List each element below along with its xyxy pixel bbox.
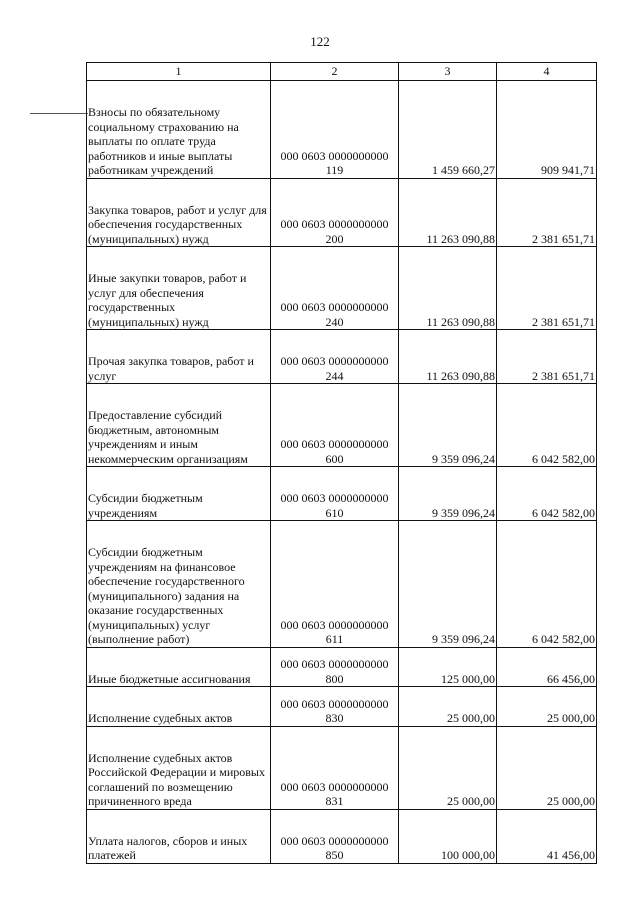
row-code: [271, 330, 399, 384]
row-code: [271, 726, 399, 809]
code-suffix: 830: [325, 711, 344, 725]
table-row: [87, 81, 597, 179]
code-prefix: 000 0603 0000000000: [280, 696, 389, 711]
row-name: Уплата налогов, сборов и иных платежей: [87, 809, 271, 863]
row-value-executed: 6 042 582,00: [497, 467, 597, 521]
table-row: [87, 647, 597, 687]
table-row: [87, 687, 597, 727]
row-value-executed: 41 456,00: [497, 809, 597, 863]
budget-table: [86, 62, 597, 864]
column-header-4: 4: [497, 63, 597, 81]
table-row: [87, 521, 597, 648]
row-name: Иные закупки товаров, работ и услуг для обеспечения государственных (муниципальных) нужд: [87, 247, 271, 330]
row-code: [271, 81, 399, 179]
code-prefix: 000 0603 0000000000: [280, 437, 389, 451]
row-value-executed: 25 000,00: [497, 726, 597, 809]
row-name: Взносы по обязательному социальному страхованию на выплаты по оплате труда работников и иные выплаты работникам учреждений: [87, 81, 271, 179]
scan-artifact-line: [30, 113, 88, 114]
code-prefix: 000 0603 0000000000: [280, 491, 389, 505]
page-number: 122: [310, 34, 330, 49]
table-header-row: [87, 63, 597, 81]
row-value-executed: 66 456,00: [497, 647, 597, 687]
row-name: Предоставление субсидий бюджетным, автономным учреждениям и иным некоммерческим организациям: [87, 384, 271, 467]
row-value-planned: 9 359 096,24: [399, 521, 497, 648]
row-name: Исполнение судебных актов Российской Федерации и мировых соглашений по возмещению причиненного вреда: [87, 726, 271, 809]
column-header-1: 1: [87, 63, 271, 81]
row-value-planned: 100 000,00: [399, 809, 497, 863]
row-value-planned: 25 000,00: [399, 687, 497, 727]
code-suffix: 200: [325, 231, 344, 246]
row-value-executed: 25 000,00: [497, 687, 597, 727]
row-value-planned: 11 263 090,88: [399, 247, 497, 330]
row-code: [271, 647, 399, 687]
table-row: [87, 330, 597, 384]
row-value-executed: 2 381 651,71: [497, 178, 597, 247]
row-name: Субсидии бюджетным учреждениям на финансовое обеспечение государственного (муниципального) задания на оказание государственных (муниципальных) услуг (выполнение работ): [87, 521, 271, 648]
row-value-planned: 1 459 660,27: [399, 81, 497, 179]
row-value-planned: 25 000,00: [399, 726, 497, 809]
row-code: [271, 687, 399, 727]
row-value-planned: 9 359 096,24: [399, 384, 497, 467]
row-value-executed: 2 381 651,71: [497, 330, 597, 384]
row-value-executed: 2 381 651,71: [497, 247, 597, 330]
code-suffix: 610: [325, 505, 344, 520]
code-prefix: 000 0603 0000000000: [280, 148, 389, 163]
table-row: [87, 467, 597, 521]
row-value-planned: 9 359 096,24: [399, 467, 497, 521]
table-row: [87, 247, 597, 330]
code-prefix: 000 0603 0000000000: [280, 657, 389, 671]
code-prefix: 000 0603 0000000000: [280, 617, 389, 632]
row-code: [271, 809, 399, 863]
row-value-executed: 6 042 582,00: [497, 521, 597, 648]
row-value-planned: 125 000,00: [399, 647, 497, 687]
row-code: [271, 521, 399, 648]
code-prefix: 000 0603 0000000000: [280, 300, 389, 314]
row-value-planned: 11 263 090,88: [399, 178, 497, 247]
row-name: Субсидии бюджетным учреждениям: [87, 467, 271, 521]
row-code: [271, 247, 399, 330]
code-prefix: 000 0603 0000000000: [280, 779, 389, 794]
code-prefix: 000 0603 0000000000: [280, 354, 389, 368]
table-row: [87, 726, 597, 809]
row-name: Исполнение судебных актов: [87, 687, 271, 727]
table-body: [87, 63, 597, 864]
code-suffix: 850: [325, 848, 344, 862]
code-suffix: 244: [325, 368, 344, 383]
code-suffix: 800: [325, 671, 344, 686]
row-name: Прочая закупка товаров, работ и услуг: [87, 330, 271, 384]
code-prefix: 000 0603 0000000000: [280, 217, 389, 231]
code-suffix: 611: [325, 632, 344, 646]
table-row: [87, 809, 597, 863]
column-header-2: 2: [271, 63, 399, 81]
code-suffix: 831: [325, 794, 344, 808]
row-code: [271, 384, 399, 467]
row-value-planned: 11 263 090,88: [399, 330, 497, 384]
row-name: Иные бюджетные ассигнования: [87, 647, 271, 687]
row-code: [271, 467, 399, 521]
row-value-executed: 909 941,71: [497, 81, 597, 179]
code-suffix: 119: [325, 163, 344, 177]
column-header-3: 3: [399, 63, 497, 81]
row-value-executed: 6 042 582,00: [497, 384, 597, 467]
code-suffix: 240: [325, 314, 344, 329]
table-row: [87, 178, 597, 247]
code-prefix: 000 0603 0000000000: [280, 833, 389, 848]
table-row: [87, 384, 597, 467]
row-name: Закупка товаров, работ и услуг для обеспечения государственных (муниципальных) нужд: [87, 178, 271, 247]
code-suffix: 600: [325, 451, 344, 466]
row-code: [271, 178, 399, 247]
